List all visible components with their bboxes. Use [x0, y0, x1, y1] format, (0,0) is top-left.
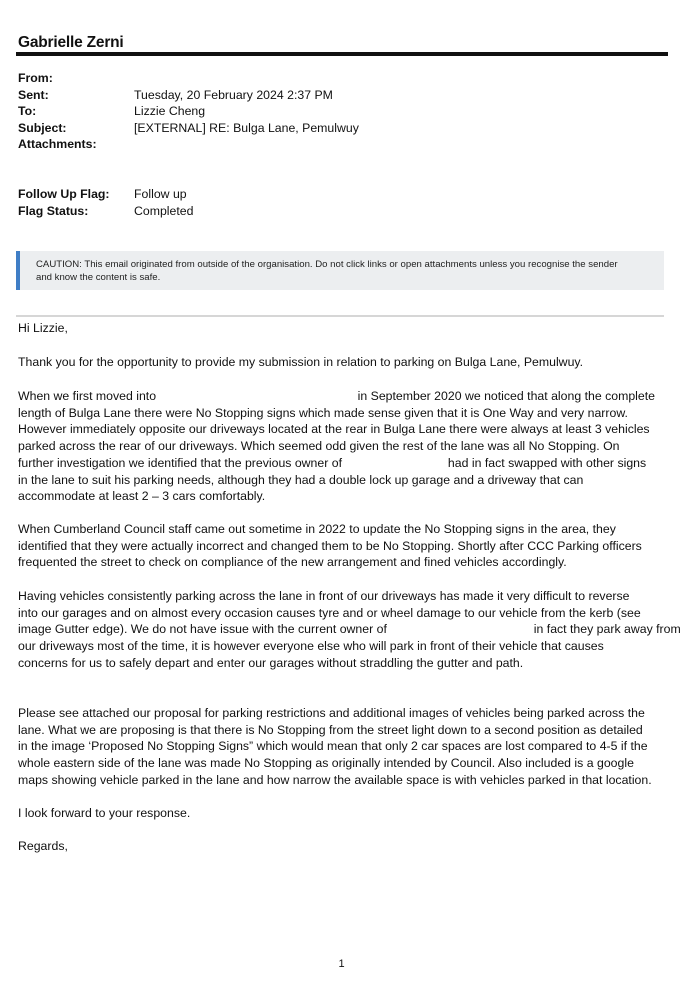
greeting: Hi Lizzie, — [18, 321, 68, 335]
paragraph-line: accommodate at least 2 – 3 cars comfortably. — [18, 489, 266, 504]
flag-status-value: Completed — [134, 203, 194, 218]
paragraph-line: concerns for us to safely depart and enter our garages without straddling the gutter and path. — [18, 655, 524, 670]
paragraph-line: image Gutter edge). We do not have issue with the current owner of in fact they park away from — [18, 622, 681, 637]
from-label: From: — [18, 71, 53, 85]
follow-up-flag-value: Follow up — [134, 187, 187, 201]
paragraph-6 — [18, 805, 670, 822]
sender-name-heading: Gabrielle Zerni — [18, 34, 124, 51]
attachments-label: Attachments: — [18, 137, 97, 151]
paragraph-line: our driveways most of the time, it is however everyone else who will park in front of their vehicle that causes — [18, 639, 604, 654]
caution-banner — [16, 251, 664, 290]
follow-up-flag-label: Follow Up Flag: — [18, 187, 110, 201]
paragraph-line: length of Bulga Lane there were No Stopping signs which made sense given that it is One Way and very narrow. — [18, 405, 628, 420]
paragraph-5 — [18, 705, 670, 789]
paragraph-line: identified that they were actually incorrect and changed them to be No Stopping. Shortly after CCC Parking officers — [18, 538, 642, 553]
paragraph-line: When we first moved into in September 2020 we noticed that along the complete — [18, 389, 655, 403]
paragraph-line: However immediately opposite our driveways located at the rear in Bulga Lane there were always at least 3 vehicles — [18, 422, 650, 437]
to-value: Lizzie Cheng — [134, 104, 206, 118]
paragraph-line: parked across the rear of our driveways. Which seemed odd given the rest of the lane was all No Stopping. On — [18, 439, 620, 454]
flag-status-label: Flag Status: — [18, 203, 89, 218]
page-number: 1 — [338, 958, 345, 970]
paragraph-2 — [18, 388, 670, 505]
paragraph-line: lane. What we are proposing is that there is No Stopping from the street light down to a second position as detailed — [18, 722, 643, 737]
subject-value: [EXTERNAL] RE: Bulga Lane, Pemulwuy — [134, 120, 359, 135]
sent-value: Tuesday, 20 February 2024 2:37 PM — [134, 87, 333, 102]
paragraph-line: into our garages and on almost every occasion causes tyre and or wheel damage to our vehicle from the kerb (see — [18, 605, 641, 620]
paragraph-line: frequented the street to check on compliance of the new arrangement and fined vehicles accordingly. — [18, 555, 567, 570]
closing-line: Regards, — [18, 839, 68, 853]
paragraph-line: whole eastern side of the lane was made No Stopping as originally intended by Council. Also included is a google — [18, 756, 634, 771]
caution-line-2: and know the content is safe. — [36, 272, 161, 283]
caution-line-1: CAUTION: This email originated from outside of the organisation. Do not click links or open attachments unless you recognise the sender — [36, 259, 618, 270]
paragraph-1 — [18, 354, 670, 371]
to-label: To: — [18, 104, 37, 118]
paragraph-line: in the lane to suit his parking needs, although they had a double lock up garage and a driveway that can — [18, 472, 584, 487]
paragraph-line: Please see attached our proposal for parking restrictions and additional images of vehicles being parked across the — [18, 706, 645, 720]
paragraph-line: I look forward to your response. — [18, 806, 191, 820]
paragraph-line: further investigation we identified that the previous owner of had in fact swapped with other signs — [18, 455, 647, 470]
paragraph-line: maps showing vehicle parked in the lane and how narrow the available space is with vehicles parked in that location. — [18, 772, 652, 787]
paragraph-line: When Cumberland Council staff came out sometime in 2022 to update the No Stopping signs in the area, they — [18, 522, 616, 536]
paragraph-line: Having vehicles consistently parking across the lane in front of our driveways has made it very difficult to reverse — [18, 589, 630, 603]
subject-label: Subject: — [18, 120, 67, 135]
email-body — [18, 320, 670, 337]
paragraph-4 — [18, 588, 681, 672]
heading-rule — [16, 52, 668, 56]
separator-line — [16, 315, 664, 317]
paragraph-line: Thank you for the opportunity to provide my submission in relation to parking on Bulga Lane, Pemulwuy. — [18, 355, 584, 369]
paragraph-line: in the image ‘Proposed No Stopping Signs” which would mean that only 2 car spaces are lost compared to 4-5 if the — [18, 739, 648, 754]
sent-label: Sent: — [18, 87, 49, 102]
closing — [18, 838, 670, 855]
paragraph-3 — [18, 521, 670, 571]
